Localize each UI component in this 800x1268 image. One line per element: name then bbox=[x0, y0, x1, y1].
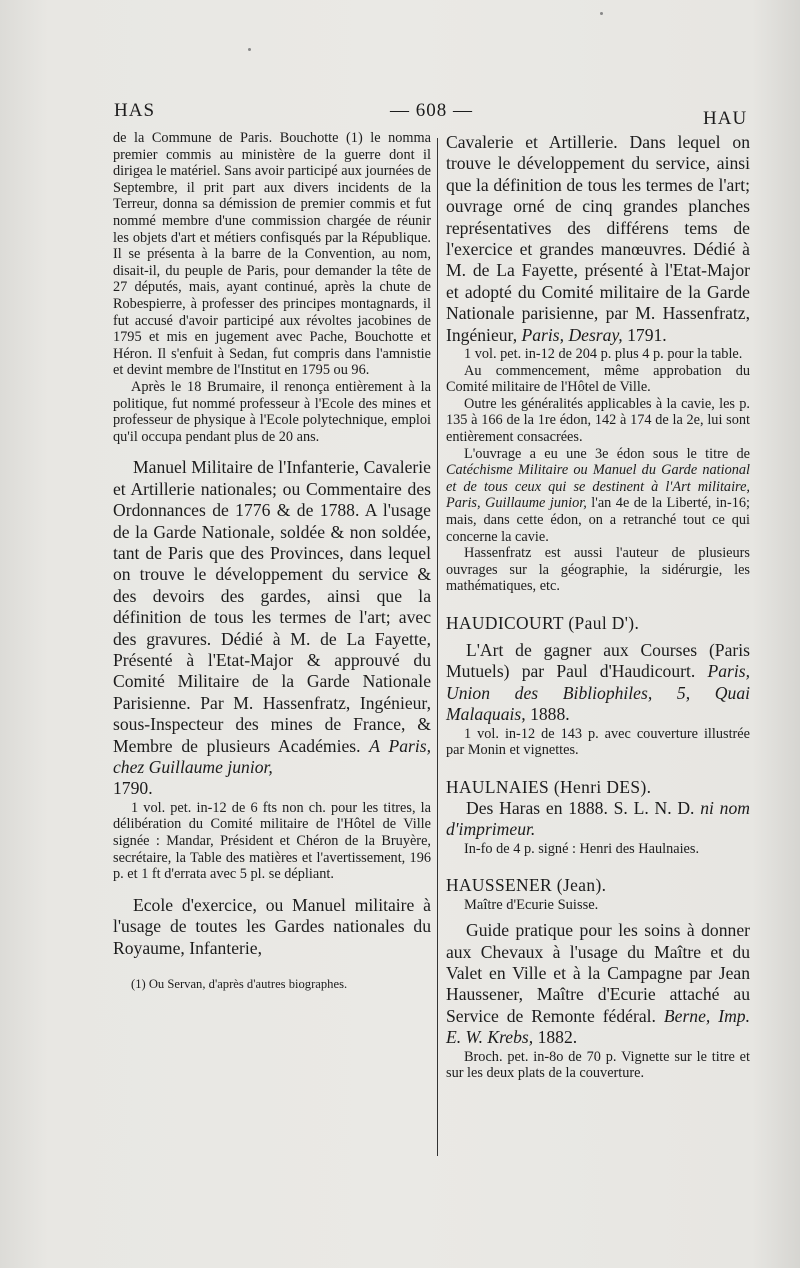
edition-note-end: l'an 4e de la Liberté, in-16; mais, dans cette édon, on a retranché tout ce qui concerne la cavie. bbox=[446, 495, 750, 545]
book-title: Manuel Militaire de l'Infanterie, Cavalerie et Artillerie nationales; ou Commentaire des Ordonnances de 1776 & de 1788. A l'usage de la Garde Nationale, soldée & non soldée, tant de Paris que des Provinces, dans lequel on trouve le développement du service & des devoirs des gardes, ainsi que la définition de tous les termes de l'art; avec des gravures. Dédié à M. de La Fayette, Présenté à l'Etat-Major & approuvé du Comité Militaire de la Garde Nationale Parisienne. Par M. Hassenfratz, Ingénieur, sous-Inspecteur des mines de France, & Membre de plusieurs Académies. bbox=[113, 457, 431, 756]
book-year: 1790. bbox=[113, 778, 153, 799]
book-title: Des Haras en 1888. S. L. N. D. bbox=[466, 797, 695, 818]
book-entry-des-haras bbox=[446, 798, 750, 841]
edition-title: Catéchisme Militaire ou Manuel du Garde national et de tous ceux qui se destinent à l'Art militaire, Paris, Guillaume junior, bbox=[446, 462, 750, 512]
author-description: Maître d'Ecurie Suisse. bbox=[464, 897, 599, 914]
author-other-works-note: Hassenfratz est aussi l'auteur de plusieurs ouvrages sur la géographie, la sidérurgie, les mathématiques, etc. bbox=[446, 545, 750, 595]
book-imprint: Berne, Imp. E. W. Krebs, bbox=[446, 1005, 750, 1048]
entry-heading-haulnaies: HAULNAIES (Henri DES). bbox=[446, 776, 652, 797]
book-entry-art-de-gagner bbox=[446, 640, 750, 726]
book-year: 1888. bbox=[530, 704, 570, 725]
book-collation-note: 1 vol. pet. in-12 de 6 fts non ch. pour les titres, la délibération du Comité militaire de l'Hôtel de Ville signée : Mandar, Président et Chéron de la Bruyère, secrétaire, la Table des matières et l'avertissement, 196 p. et 1 ft d'errata avec 5 pl. se dépliant. bbox=[113, 799, 431, 883]
entry-heading-haudicourt: HAUDICOURT (Paul D'). bbox=[446, 612, 640, 633]
book-imprint: Paris, Union des Bibliophiles, 5, Quai Malaquais, bbox=[446, 661, 750, 725]
book-year: 1882. bbox=[537, 1027, 578, 1048]
paragraph-biography-2: Après le 18 Brumaire, il renonça entièrement à la politique, fut nommé professeur à l'Ecole des mines et professeur de physique à l'Ecole polytechnique, emploi qu'il occupa pendant plus de 20 ans. bbox=[113, 378, 431, 445]
book-entry-manuel-militaire bbox=[113, 457, 431, 800]
book-collation-note: In-fo de 4 p. signé : Henri des Haulnaies. bbox=[464, 840, 700, 857]
right-column bbox=[446, 132, 750, 1082]
book-title: Guide pratique pour les soins à donner aux Chevaux à l'usage du Maître et du Valet en Ville et à la Campagne par Jean Haussener, Maître d'Ecurie attaché au Service de Remonte fédéral. bbox=[446, 920, 750, 1026]
book-collation-note: 1 vol. in-12 de 143 p. avec couverture illustrée par Monin et vignettes. bbox=[446, 725, 750, 759]
book-entry-guide-pratique bbox=[446, 920, 750, 1048]
book-title-cont: Cavalerie et Artillerie. Dans lequel on trouve le développement du service, ainsi que la définition de tous les termes de l'art; ouvrage orné de cinq grandes planches représentatives des différens tems de l'exercice et grandes manœuvres. Dédié à M. de La Fayette, présenté à l'Etat-Major et adopté du Comité militaire de la Garde Nationale parisienne, par M. Hassenfratz, Ingénieur, bbox=[446, 132, 750, 345]
book-title: L'Art de gagner aux Courses (Paris Mutuels) par Paul d'Haudicourt. bbox=[446, 639, 750, 682]
paragraph-biography-1: de la Commune de Paris. Bouchotte (1) le nomma premier commis au ministère de la guerre dont il dirigea le matériel. Sans avoir participé aux journées de Septembre, il prit part aux divers incidents de la Terreur, donna sa démission de premier commis et fut nommé membre d'une commission chargée de réunir les objets d'art et métiers confisqués par la République. Il se présenta à la barre de la Convention, au nom, disait-il, du peuple de Paris, pour demander la tête de 27 députés, mais, ayant continué, après la chute de Robespierre, à professer des principes montagnards, il fut accusé d'avoir participé aux révoltes jacobines de 1795 et mis en jugement avec Pache, Bouchotte et Héron. Il s'enfuit à Sedan, fut compris dans l'amnistie et devint membre de l'Institut en 1795 ou 96. bbox=[113, 130, 431, 379]
paper-speck bbox=[600, 12, 603, 15]
book-entry-ecole-exercice: Ecole d'exercice, ou Manuel militaire à l'usage de toutes les Gardes nationales du Royaume, Infanterie, bbox=[113, 894, 431, 958]
page-number: — 608 — bbox=[390, 100, 473, 121]
left-column bbox=[113, 130, 431, 992]
running-head-left: HAS bbox=[114, 100, 156, 121]
book-imprint: A Paris, chez Guillaume junior, bbox=[113, 735, 431, 777]
book-pages-note: Outre les généralités applicables à la cavie, les p. 135 à 166 de la 1re édon, 142 à 174 de la 2e, lui sont entièrement consacrées. bbox=[446, 395, 750, 446]
book-year: 1791. bbox=[627, 324, 667, 345]
book-edition-note bbox=[446, 446, 750, 546]
book-title-italic: ni nom d'imprimeur. bbox=[446, 797, 750, 840]
column-divider bbox=[437, 138, 438, 1156]
book-imprint: Paris, Desray, bbox=[521, 324, 623, 345]
book-entry-continued bbox=[446, 132, 750, 346]
entry-heading-haussener: HAUSSENER (Jean). bbox=[446, 875, 607, 896]
book-collation-note: 1 vol. pet. in-12 de 204 p. plus 4 p. pour la table. bbox=[464, 346, 743, 363]
running-head-right: HAU bbox=[703, 108, 748, 129]
book-collation-note: Broch. pet. in-8o de 70 p. Vignette sur le titre et sur les deux plats de la couverture. bbox=[446, 1048, 750, 1082]
book-approval-note: Au commencement, même approbation du Comité militaire de l'Hôtel de Ville. bbox=[446, 362, 750, 396]
footnote: (1) Ou Servan, d'après d'autres biographes. bbox=[131, 976, 348, 991]
paper-speck bbox=[248, 48, 251, 51]
edition-note-start: L'ouvrage a eu une 3e édon sous le titre de bbox=[464, 445, 750, 462]
